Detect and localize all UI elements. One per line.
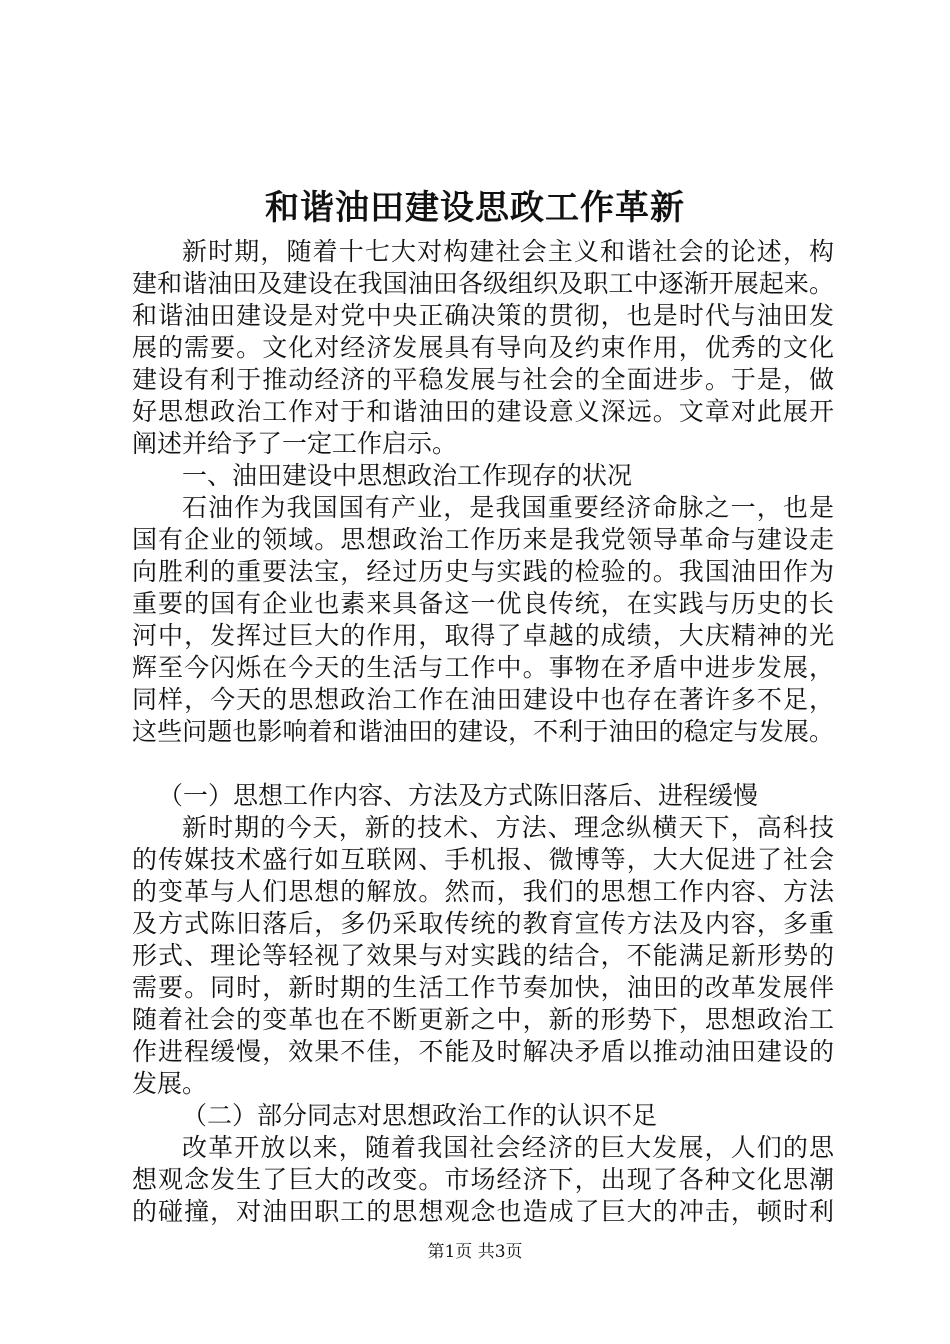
paragraph-line: 和谐油田建设是对党中央正确决策的贯彻，也是时代与油田发	[132, 301, 834, 330]
paragraph-line: 的变革与人们思想的解放。然而，我们的思想工作内容、方法	[132, 877, 834, 906]
paragraph-line: 辉至今闪烁在今天的生活与工作中。事物在矛盾中进步发展，	[132, 653, 834, 682]
paragraph-line: 河中，发挥过巨大的作用，取得了卓越的成绩，大庆精神的光	[132, 621, 834, 650]
paragraph-line: 国有企业的领域。思想政治工作历来是我党领导革命与建设走	[132, 525, 834, 554]
paragraph-line: 想观念发生了巨大的改变。市场经济下，出现了各种文化思潮	[132, 1165, 834, 1194]
paragraph-line: 的传媒技术盛行如互联网、手机报、微博等，大大促进了社会	[132, 845, 834, 874]
paragraph-line: 同样，今天的思想政治工作在油田建设中也存在著许多不足，	[132, 685, 834, 714]
page-number: 第1页 共3页	[427, 1242, 523, 1262]
paragraph-line: 阐述并给予了一定工作启示。	[132, 429, 458, 458]
paragraph-line: 随着社会的变革也在不断更新之中，新的形势下，思想政治工	[132, 1005, 834, 1034]
paragraph-line: 石油作为我国国有产业，是我国重要经济命脉之一，也是	[182, 493, 834, 522]
paragraph-spacer	[132, 748, 834, 780]
paragraph-line: 的碰撞，对油田职工的思想观念也造成了巨大的冲击，顿时利	[132, 1197, 834, 1226]
section-heading: 一、油田建设中思想政治工作现存的状况	[182, 461, 633, 490]
document-title: 和谐油田建设思政工作革新	[265, 188, 685, 228]
subsection-heading: （一）思想工作内容、方法及方式陈旧落后、进程缓慢	[158, 781, 759, 810]
paragraph-line: 改革开放以来，随着我国社会经济的巨大发展，人们的思	[182, 1133, 834, 1162]
paragraph-line: 发展。	[132, 1069, 208, 1098]
paragraph-line: 建和谐油田及建设在我国油田各级组织及职工中逐渐开展起来。	[132, 269, 834, 298]
paragraph-line: 好思想政治工作对于和谐油田的建设意义深远。文章对此展开	[132, 397, 834, 426]
paragraph-line: 重要的国有企业也素来具备这一优良传统，在实践与历史的长	[132, 589, 834, 618]
paragraph-line: 新时期的今天，新的技术、方法、理念纵横天下，高科技	[182, 813, 834, 842]
paragraph-line: 建设有利于推动经济的平稳发展与社会的全面进步。于是，做	[132, 365, 834, 394]
document-body	[132, 236, 834, 1228]
paragraph-line: 向胜利的重要法宝，经过历史与实践的检验的。我国油田作为	[132, 557, 834, 586]
subsection-heading: （二）部分同志对思想政治工作的认识不足	[182, 1101, 658, 1130]
paragraph-line: 形式、理论等轻视了效果与对实践的结合，不能满足新形势的	[132, 941, 834, 970]
paragraph-line: 这些问题也影响着和谐油田的建设，不利于油田的稳定与发展。	[132, 717, 834, 746]
paragraph-line: 作进程缓慢，效果不佳，不能及时解决矛盾以推动油田建设的	[132, 1037, 834, 1066]
paragraph-line: 展的需要。文化对经济发展具有导向及约束作用，优秀的文化	[132, 333, 834, 362]
paragraph-line: 新时期，随着十七大对构建社会主义和谐社会的论述，构	[182, 237, 834, 266]
paragraph-line: 及方式陈旧落后，多仍采取传统的教育宣传方法及内容，多重	[132, 909, 834, 938]
paragraph-line: 需要。同时，新时期的生活工作节奏加快，油田的改革发展伴	[132, 973, 834, 1002]
